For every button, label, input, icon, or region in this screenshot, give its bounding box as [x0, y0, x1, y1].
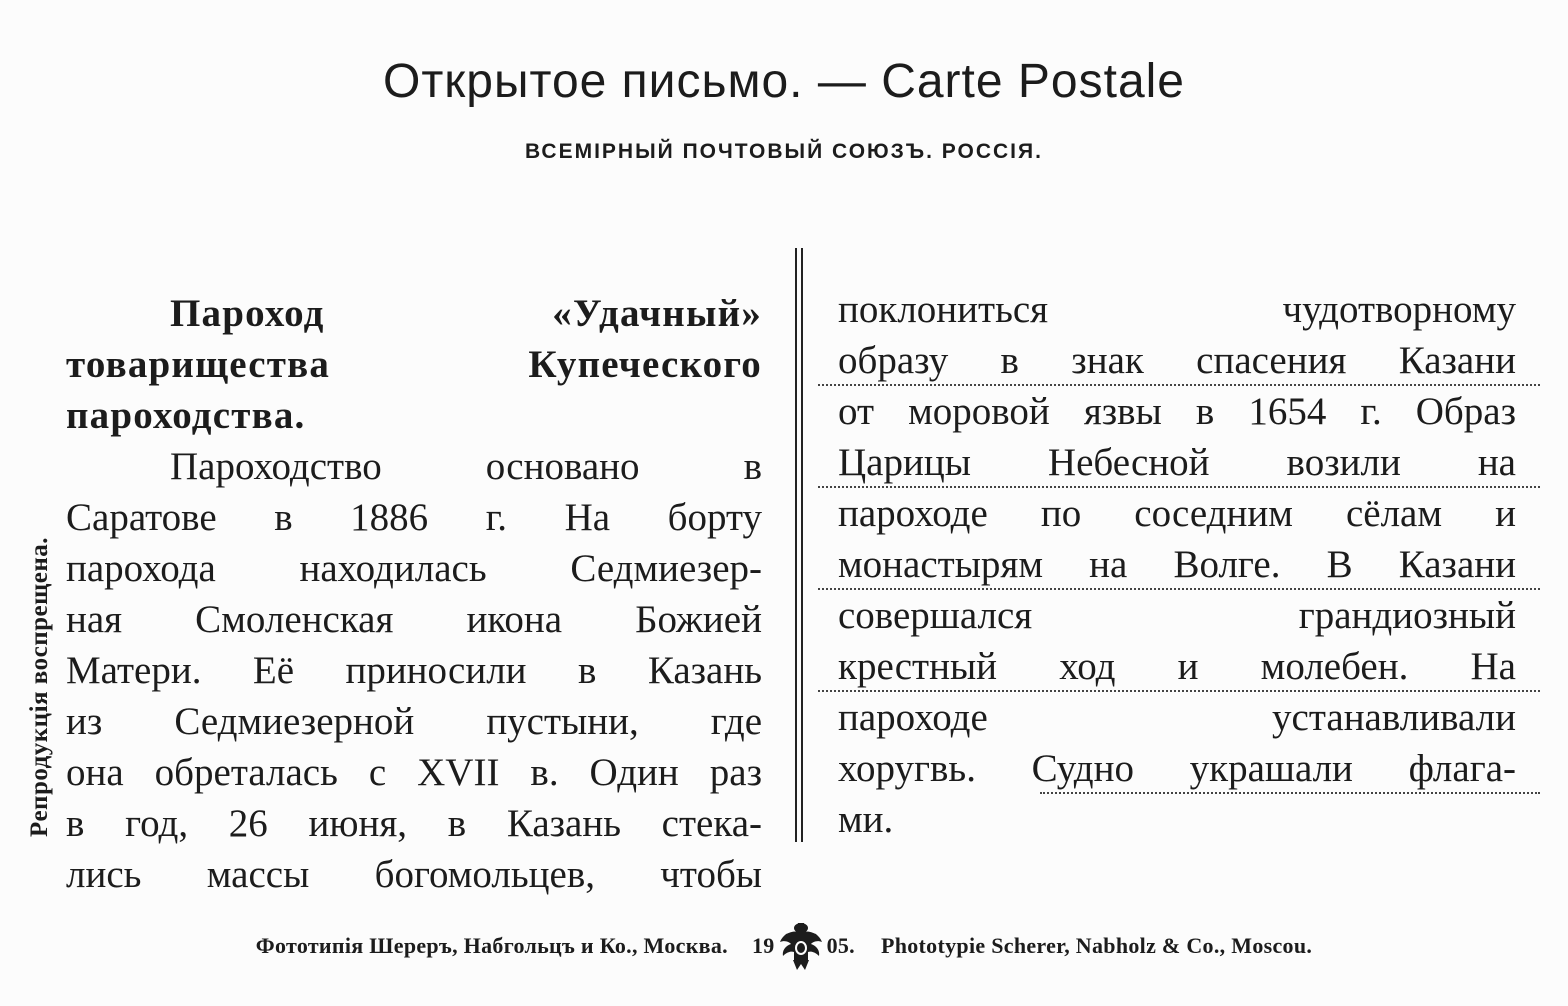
left-column: [66, 288, 762, 900]
body-line: монастырям на Волге. В Казани: [838, 543, 1516, 586]
body-line: лись массы богомольцев, чтобы: [66, 853, 762, 896]
heading-line: пароходства.: [66, 394, 306, 437]
reproduction-notice: Репродукція воспрещена.: [26, 537, 53, 837]
body-line: совершался грандиозный: [838, 594, 1516, 637]
heading-line: товарищества Купеческого: [66, 343, 762, 386]
body-line: Пароходство основано в: [170, 445, 762, 488]
body-line: пароходе по соседним сёлам и: [838, 492, 1516, 535]
publisher-french: Phototypie Scherer, Nabholz & Co., Moscou.: [880, 933, 1313, 958]
address-dotted-line: [1040, 792, 1540, 794]
address-dotted-line: [818, 486, 1540, 488]
address-dotted-line: [818, 690, 1540, 692]
year-end: 05.: [826, 933, 855, 958]
address-dotted-line: [818, 384, 1540, 386]
double-headed-eagle-icon: [777, 920, 825, 972]
body-line: крестный ход и молебен. На: [838, 645, 1516, 688]
publisher-footer: [0, 920, 1568, 972]
address-dotted-line: [818, 588, 1540, 590]
body-line: ми.: [838, 798, 894, 841]
body-line: в год, 26 июня, в Казань стека-: [66, 802, 762, 845]
page-title: Открытое письмо. — Carte Postale: [382, 55, 1185, 108]
year-start: 19: [751, 933, 775, 958]
body-line: парохода находилась Седмиезер-: [66, 547, 762, 590]
body-line: она обреталась с XVII в. Один раз: [66, 751, 762, 794]
body-line: Царицы Небесной возили на: [838, 441, 1516, 484]
body-line: ная Смоленская икона Божией: [66, 598, 762, 641]
body-line: пароходе устанавливали: [838, 696, 1516, 739]
body-line: из Седмиезерной пустыни, где: [66, 700, 762, 743]
right-column: [838, 284, 1516, 845]
publisher-russian: Фототипія Шереръ, Набгольцъ и Ко., Москва.: [255, 933, 728, 958]
body-line: Матери. Её приносили в Казань: [66, 649, 762, 692]
body-line: образу в знак спасения Казани: [838, 339, 1516, 382]
body-line: от моровой язвы в 1654 г. Образ: [838, 390, 1516, 433]
body-line: хоругвь. Судно украшали флага-: [838, 747, 1516, 790]
heading-line: Пароход «Удачный»: [170, 292, 762, 335]
body-line: поклониться чудотворному: [838, 288, 1516, 331]
postal-union-subtitle: ВСЕМIРНЫЙ ПОЧТОВЫЙ СОЮЗЪ. РОССIЯ.: [525, 140, 1043, 163]
column-divider: [795, 248, 803, 842]
body-line: Саратове в 1886 г. На борту: [66, 496, 762, 539]
